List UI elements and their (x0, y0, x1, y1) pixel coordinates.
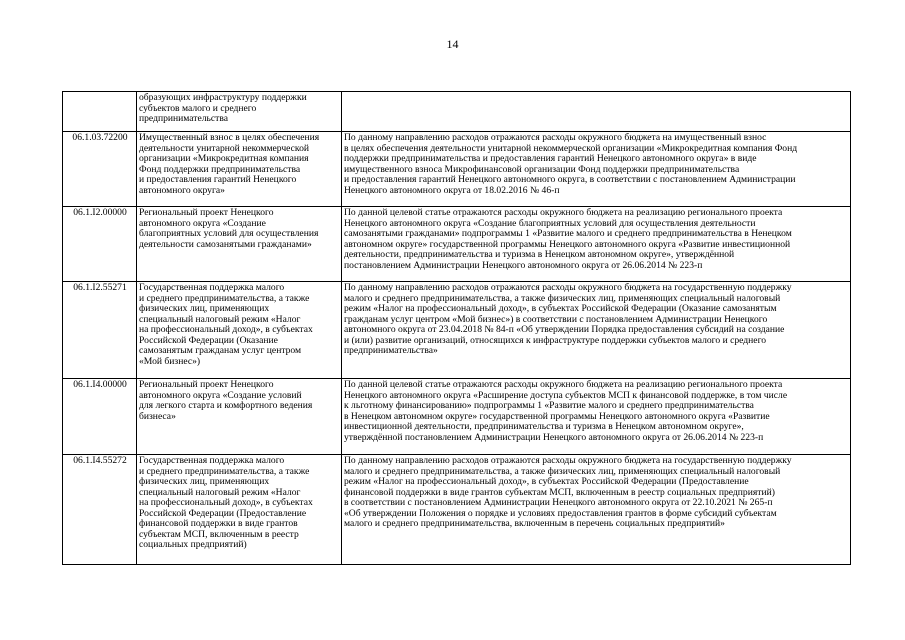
row-name: образующих инфраструктуру поддержки субъектов малого и среднего предпринимательства (137, 92, 342, 132)
row-code: 06.1.I2.00000 (63, 207, 137, 282)
row-description: По данному направлению расходов отражаются расходы окружного бюджета на государственную поддержку малого и среднего предпринимательства, а также физических лиц, применяющих специальный налоговый режим «Налог на профессиональный доход», в субъектах Российской Федерации (Оказание самозанятым гражданам услуг центром «Мой бизнес») в соответствии с постановлением Администрации Ненецкого автономного округа от 23.04.2018 № 84-п «Об утверждении Порядка предоставления субсидий на создание и (или) развитие организаций, относящихся к инфраструктуре поддержки субъектов малого и среднего предпринимательства» (342, 282, 851, 379)
table-row (63, 132, 851, 207)
row-name: Региональный проект Ненецкого автономного округа «Создание благоприятных условий для осуществления деятельности самозанятыми гражданами» (137, 207, 342, 282)
row-description: По данной целевой статье отражаются расходы окружного бюджета на реализацию регионального проекта Ненецкого автономного округа «Создание благоприятных условий для осуществления деятельности самозанятыми гражданами» подпрограммы 1 «Развитие малого и среднего предпринимательства в Ненецком автономном округе» государственной программы Ненецкого автономного округа «Развитие инвестиционной деятельности, предпринимательства и туризма в Ненецком автономном округе», утверждённой постановлением Администрации Ненецкого автономного округа от 26.06.2014 № 223-п (342, 207, 851, 282)
table-row (63, 455, 851, 565)
row-code: 06.1.I4.00000 (63, 379, 137, 455)
row-description (342, 92, 851, 132)
row-name: Имущественный взнос в целях обеспечения деятельности унитарной некоммерческой организации «Микрокредитная компания Фонд поддержки предпринимательства и предоставления гарантий Ненецкого автономного округа» (137, 132, 342, 207)
table-row (63, 379, 851, 455)
table-row (63, 207, 851, 282)
row-code (63, 92, 137, 132)
row-code: 06.1.03.72200 (63, 132, 137, 207)
row-description: По данной целевой статье отражаются расходы окружного бюджета на реализацию регионального проекта Ненецкого автономного округа «Расширение доступа субъектов МСП к финансовой поддержке, в том числе к льготному финансированию» подпрограммы 1 «Развитие малого и среднего предпринимательства в Ненецком автономном округе» государственной программы Ненецкого автономного округа «Развитие инвестиционной деятельности, предпринимательства и туризма в Ненецком автономном округе», утверждённой постановлением Администрации Ненецкого автономного округа от 26.06.2014 № 223-п (342, 379, 851, 455)
budget-classification-table (62, 91, 851, 565)
row-description: По данному направлению расходов отражаются расходы окружного бюджета на государственную поддержку малого и среднего предпринимательства, а также физических лиц, применяющих специальный налоговый режим «Налог на профессиональный доход», в субъектах Российской Федерации (Предоставление финансовой поддержки в виде грантов субъектам МСП, включенным в реестр социальных предприятий) в соответствии с постановлением Администрации Ненецкого автономного округа от 22.10.2021 № 265-п «Об утверждении Положения о порядке и условиях предоставления грантов в форме субсидий субъектам малого и среднего предпринимательства, включенным в перечень социальных предприятий» (342, 455, 851, 565)
row-name: Государственная поддержка малого и среднего предпринимательства, а также физических лиц, применяющих специальный налоговый режим «Налог на профессиональный доход», в субъектах Российской Федерации (Предоставление финансовой поддержки в виде грантов субъектам МСП, включенным в реестр социальных предприятий) (137, 455, 342, 565)
row-code: 06.1.I4.55272 (63, 455, 137, 565)
table-row (63, 282, 851, 379)
table-row (63, 92, 851, 132)
row-description: По данному направлению расходов отражаются расходы окружного бюджета на имущественный взнос в целях обеспечения деятельности унитарной некоммерческой организации «Микрокредитная компания Фонд поддержки предпринимательства и предоставления гарантий Ненецкого автономного округа» в виде имущественного взноса Микрофинансовой организации Фонд поддержки предпринимательства и предоставления гарантий Ненецкого автономного округа, в соответствии с постановлением Администрации Ненецкого автономного округа от 18.02.2016 № 46-п (342, 132, 851, 207)
page-number: 14 (446, 37, 459, 51)
row-name: Государственная поддержка малого и среднего предпринимательства, а также физических лиц, применяющих специальный налоговый режим «Налог на профессиональный доход», в субъектах Российской Федерации (Оказание самозанятым гражданам услуг центром «Мой бизнес») (137, 282, 342, 379)
row-name: Региональный проект Ненецкого автономного округа «Создание условий для легкого старта и комфортного ведения бизнеса» (137, 379, 342, 455)
row-code: 06.1.I2.55271 (63, 282, 137, 379)
